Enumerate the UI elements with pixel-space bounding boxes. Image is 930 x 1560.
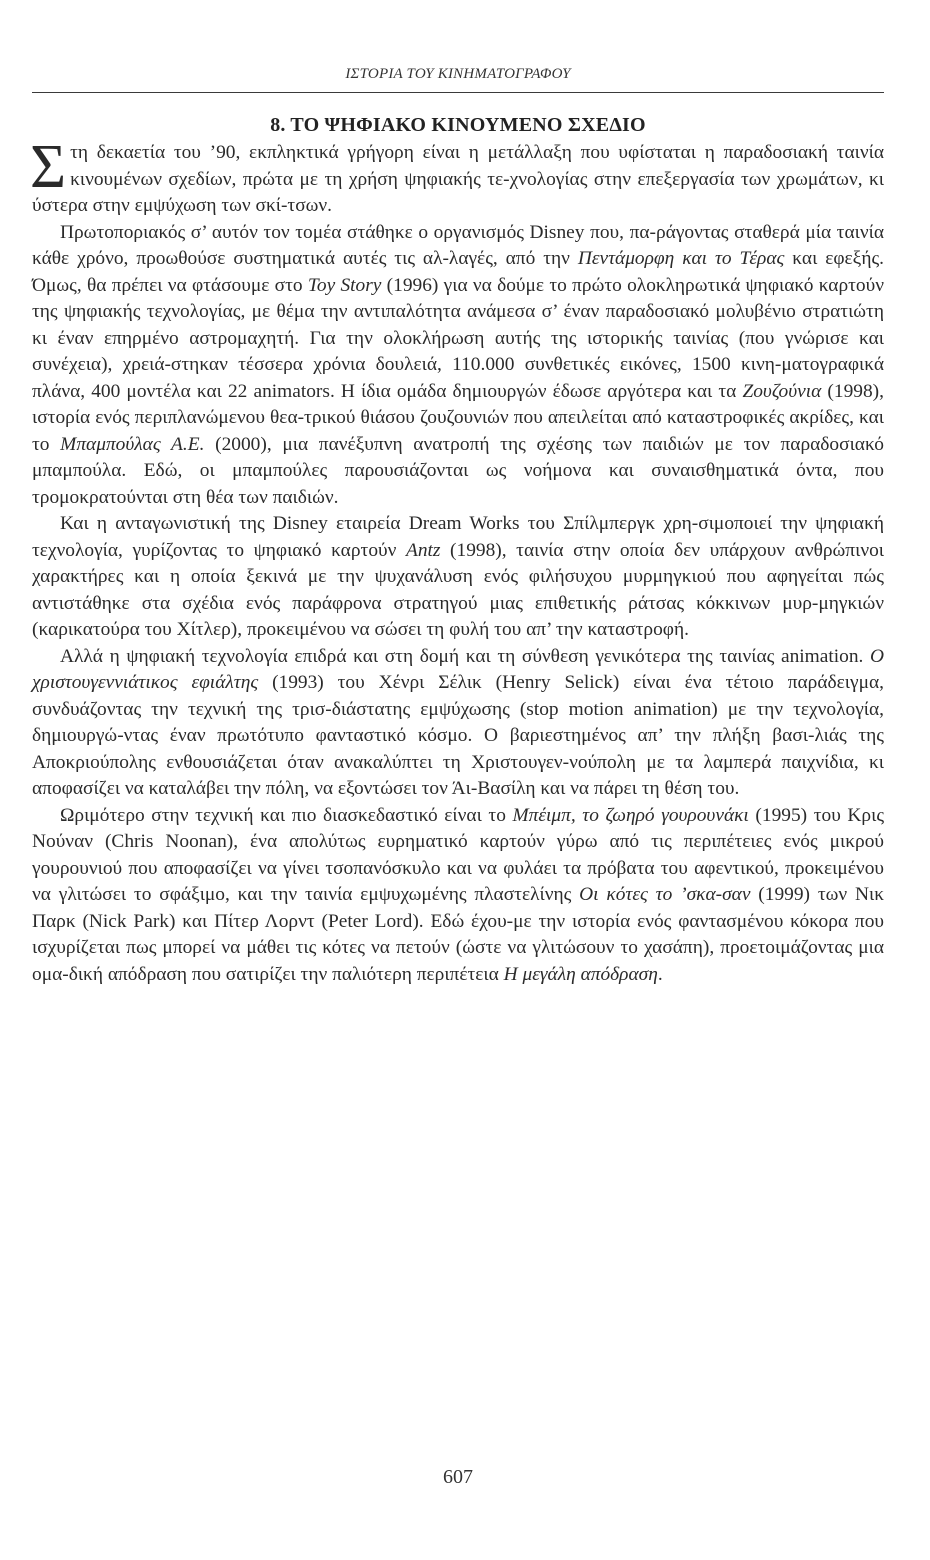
text-run: (1995) του Κρις Νούναν (Chris Noonan), ένα απολύτως ευρηματικό καρτούν γύρω από τις περιπέτειες ενός μικρού γουρουνιού που αποφασίζει να γίνει τσοπανόσκυλο και να φυλάει τα πρόβατα του αφεντικού, προκειμένου να γλιτώσει το σφάξιμο, και την ταινία εμψυχωμένης πλαστελίνης [32,804,885,905]
paragraph [32,511,884,644]
italic-title: Ζουζούνια [742,380,822,402]
text-run: Και η ανταγωνιστική της Disney εταιρεία Dream Works του Σπίλμπεργκ χρη-σιμοποιεί την ψηφιακή τεχνολογία, γυρίζοντας το ψηφιακό καρτούν [32,513,884,561]
drop-cap: Σ [30,133,67,201]
italic-title: Πεντάμορφη και το Τέρας [577,248,785,269]
running-head: ΙΣΤΟΡΙΑ ΤΟΥ ΚΙΝΗΜΑΤΟΓΡΑΦΟΥ [345,66,571,82]
italic-title: Toy Story [307,274,382,296]
body-text [30,133,885,988]
paragraph [32,220,884,512]
header-rule [32,92,884,93]
italic-title: Οι κότες το ’σκα-σαν [579,884,751,905]
paragraph [30,133,884,220]
italic-title: Μπαμπούλας Α.Ε. [60,433,205,455]
italic-title: Antz [405,539,441,561]
italic-title: Η μεγάλη απόδραση [503,963,658,985]
text-run: και εφεξής. Όμως, θα πρέπει να φτάσουμε στο [32,248,884,296]
text-run: (1998), ταινία στην οποία δεν υπάρχουν ανθρώπινοι χαρακτήρες και η οποία ξεκινά με την ψυχανάλυση ενός φιλήσυχου μυρμηγκιού που αφηγείται πώς αντιστάθηκε στα σχέδια ενός παράφρονα στρατηγού μιας επιθετικής ράτσας κόκκινων μυρ-μηγκιών (καρικατούρα του Χίτλερ), προκειμένου να σώσει τη φυλή του απ’ την καταστροφή. [32,539,884,640]
text-run: (1999) των Νικ Παρκ (Nick Park) και Πίτερ Λορντ (Peter Lord). Εδώ έχου-με την ιστορία ενός φαντασμένου κόκορα που ισχυρίζεται πως μπορεί να μάθει τις κότες να πετούν (ώστε να γλιτώσουν το χασάπη), προετοιμάζοντας μια ομα-δική απόδραση που σατιρίζει την παλιότερη περιπέτεια [32,884,884,985]
italic-title: Ο χριστουγεννιάτικος εφιάλτης [32,645,884,693]
text-run: (1996) για να δούμε το πρώτο ολοκληρωτικά ψηφιακό καρτούν της ψηφιακής τεχνολογίας, με θέμα την αντιπαλότητα ανάμεσα σ’ έναν παραδοσιακό μολυβένιο στρατιώτη κι έναν επηρμένο αστρομαχητή. Για την ολοκλήρωση αυτής της ιστορικής ταινίας (που γνώρισε και συνέχεια), χρειά-στηκαν τέσσερα χρόνια δουλειά, 110.000 συνθετικές εικόνες, 1500 κινη-ματογραφικά πλάνα, 400 μοντέλα και 22 animators. Η ίδια ομάδα δημιουργών έδωσε αργότερα και τα [32,274,884,402]
page-number: 607 [443,1466,473,1488]
text-run: Ωριμότερο στην τεχνική και πιο διασκεδαστικό είναι το [60,804,513,826]
text-run: (2000), μια πανέξυπνη ανατροπή της σχέσης των παιδιών με τον παραδοσιακό μπαμπούλα. Εδώ, οι μπαμπούλες παρουσιάζονται ως νοήμονα και συναισθηματικά όντα, που τρομοκρατούνται στη θέα των παιδιών. [32,433,884,508]
text-run: Πρωτοποριακός σ’ αυτόν τον τομέα στάθηκε ο οργανισμός Disney που, πα-ράγοντας σταθερά μία ταινία κάθε χρόνο, προωθούσε συστηματικά αυτές τις αλ-λαγές, από την [32,221,884,269]
italic-title: Μπέιμπ, το ζωηρό γουρουνάκι [512,804,749,826]
text-run: . [657,963,663,985]
text-run: (1993) του Χένρι Σέλικ (Henry Selick) είναι ένα τέτοιο παράδειγμα, συνδυάζοντας την τεχνική της τρισ-διάστατης εμψύχωσης (stop motion animation) με την τεχνολογία, δημιουργώ-ντας έναν πρωτότυπο φανταστικό κόσμο. Ο βαριεστημένος απ’ την πλήξη βασι-λιάς της Αποκριούπολης ενθουσιάζεται όταν ανακαλύπτει τη Χριστουγεν-νούπολη με τα λαμπερά παιχνίδια, κι αποφασίζει να καταλάβει την πόλη, να εξοντώσει τον Άι-Βασίλη και να πάρει τη θέση του. [32,672,884,799]
text-run: τη δεκαετία του ’90, εκπληκτικά γρήγορη είναι η μετάλλαξη που υφίσταται η παραδοσιακή ταινία κινουμένων σχεδίων, πρώτα με τη χρήση ψηφιακής τε-χνολογίας στην επεξεργασία των χρωμάτων, κι ύστερα στην εμψύχωση των σκί-τσων. [32,142,884,216]
paragraph [32,803,884,989]
chapter-title: 8. ΤΟ ΨΗΦΙΑΚΟ ΚΙΝΟΥΜΕΝΟ ΣΧΕΔΙΟ [270,114,646,136]
text-run: (1998), ιστορία ενός περιπλανώμενου θεα-τρικού θιάσου ζουζουνιών που απειλείται από καταστροφικές ακρίδες, και το [32,380,884,455]
paragraph [32,644,884,803]
text-run: Αλλά η ψηφιακή τεχνολογία επιδρά και στη δομή και τη σύνθεση γενικότερα της ταινίας animation. [60,645,870,667]
book-page [32,0,884,1560]
